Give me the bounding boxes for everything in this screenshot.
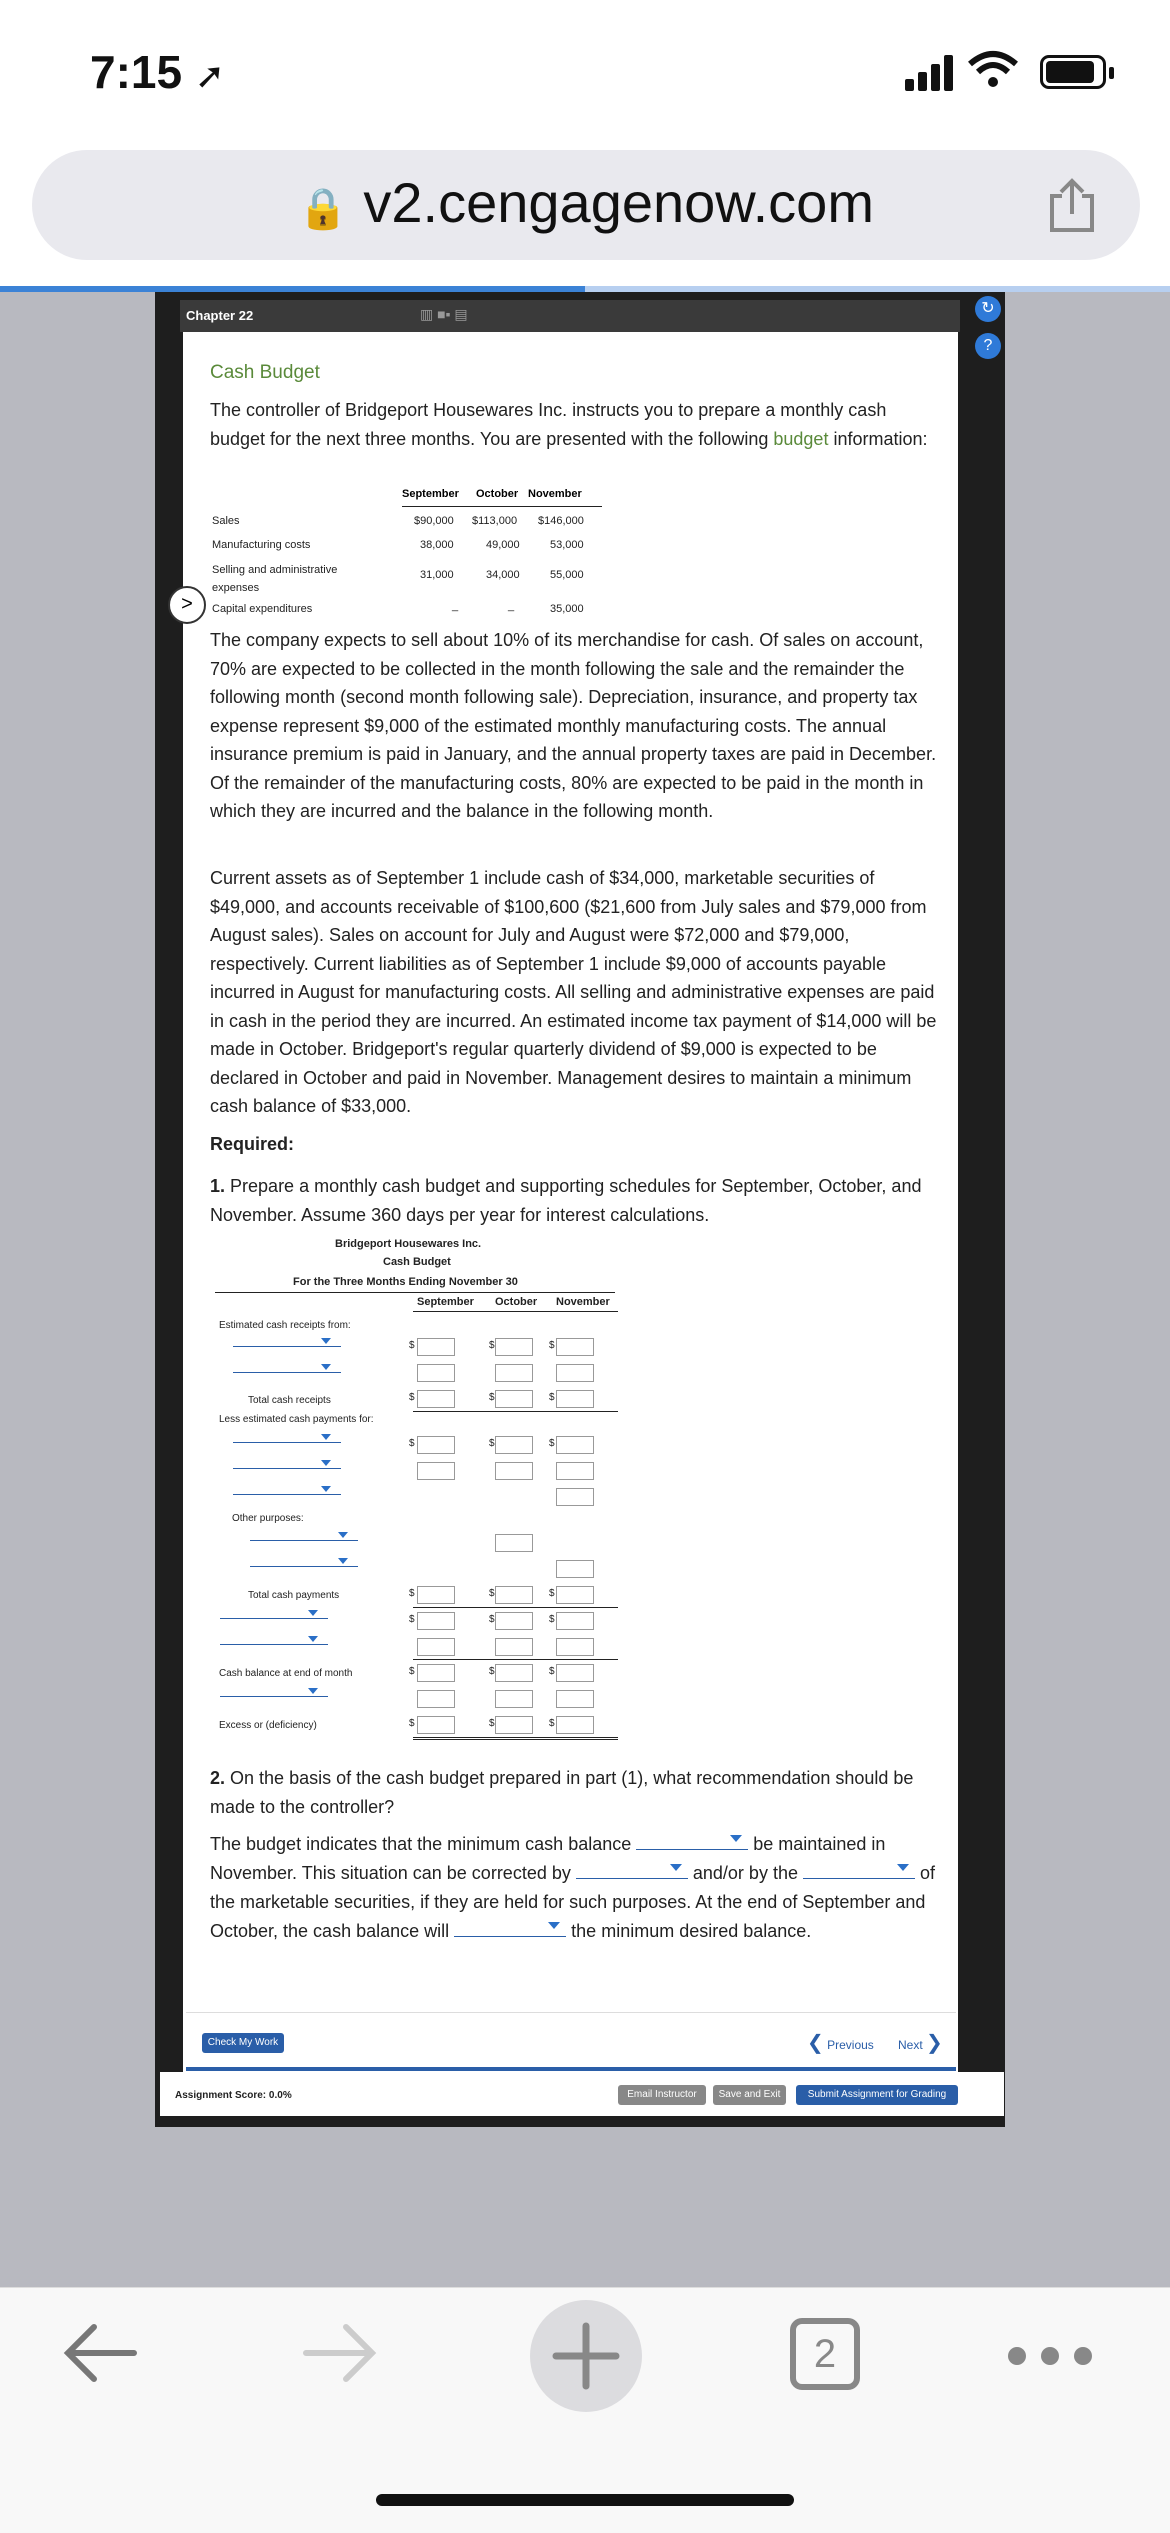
- amount-input[interactable]: [417, 1462, 455, 1480]
- amount-input[interactable]: [495, 1338, 533, 1356]
- amount-input[interactable]: [417, 1638, 455, 1656]
- save-and-exit-button[interactable]: Save and Exit: [713, 2085, 786, 2105]
- plus-icon: [530, 2300, 642, 2412]
- amount-input[interactable]: [417, 1612, 455, 1630]
- intro-text: The controller of Bridgeport Housewares Inc. instructs you to prepare a monthly cash budget for the next three months. You are presented with the following budget information:: [210, 400, 928, 449]
- location-arrow-icon: ➚: [194, 55, 226, 96]
- amount-input[interactable]: [556, 1364, 594, 1382]
- amount-input[interactable]: [556, 1488, 594, 1506]
- previous-button[interactable]: ❮ Previous: [807, 2032, 874, 2054]
- refresh-icon[interactable]: ↻: [975, 296, 1001, 322]
- amount-input[interactable]: [495, 1462, 533, 1480]
- next-button[interactable]: Next ❯: [898, 2032, 943, 2054]
- paragraph-2: Current assets as of September 1 include cash of $34,000, marketable securities of $49,000, and accounts receivable of $100,600 ($21,600 from July sales and $79,000 from August sales). Sales on account for July and August were $72,000 and $79,000, respectively. Current liabilities as of September 1 include $9,000 of accounts payable incurred in August for manufacturing costs. All selling and administrative expenses are paid in cash in the period they are incurred. An estimated income tax payment of $14,000 will be made in October. Bridgeport's regular quarterly dividend of $9,000 is expected to be declared in October and paid in November. Management desires to maintain a minimum cash balance of $33,000.: [210, 868, 937, 1116]
- total-receipts-input[interactable]: [495, 1390, 533, 1408]
- problem-title: Cash Budget: [210, 362, 320, 383]
- required-heading: Required:: [210, 1134, 295, 1154]
- answer-select-3[interactable]: [803, 1860, 915, 1879]
- new-tab-button[interactable]: [530, 2300, 642, 2412]
- back-arrow-icon[interactable]: [60, 2318, 140, 2393]
- amount-input[interactable]: [417, 1436, 455, 1454]
- total-receipts-input[interactable]: [556, 1390, 594, 1408]
- toolbar-icons[interactable]: ▥ ■▪ ▤: [420, 306, 468, 322]
- chevron-right-icon: ❯: [926, 2032, 943, 2054]
- total-payments-input[interactable]: [556, 1586, 594, 1604]
- answer-select-2[interactable]: [576, 1860, 688, 1879]
- address-bar[interactable]: [32, 150, 1140, 260]
- lock-icon: 🔒: [298, 187, 348, 231]
- home-indicator: [376, 2494, 794, 2506]
- excess-input[interactable]: [556, 1716, 594, 1734]
- amount-input[interactable]: [556, 1638, 594, 1656]
- forward-arrow-icon[interactable]: [300, 2318, 380, 2393]
- amount-input[interactable]: [417, 1690, 455, 1708]
- total-payments-input[interactable]: [495, 1586, 533, 1604]
- amount-input[interactable]: [556, 1690, 594, 1708]
- end-balance-input[interactable]: [556, 1664, 594, 1682]
- amount-input[interactable]: [556, 1560, 594, 1578]
- amount-input[interactable]: [417, 1364, 455, 1382]
- question-2: 2. On the basis of the cash budget prepared in part (1), what recommendation should be made to the controller?: [210, 1768, 914, 1817]
- chapter-header: Chapter 22 ▥ ■▪ ▤: [180, 300, 960, 332]
- end-balance-input[interactable]: [417, 1664, 455, 1682]
- check-my-work-button[interactable]: Check My Work: [202, 2033, 284, 2053]
- end-balance-input[interactable]: [495, 1664, 533, 1682]
- more-options-icon[interactable]: [1005, 2338, 1095, 2379]
- excess-input[interactable]: [495, 1716, 533, 1734]
- amount-input[interactable]: [556, 1612, 594, 1630]
- amount-input[interactable]: [495, 1364, 533, 1382]
- submit-assignment-button[interactable]: Submit Assignment for Grading: [796, 2085, 958, 2105]
- excess-input[interactable]: [417, 1716, 455, 1734]
- wifi-icon: [968, 50, 1018, 95]
- total-receipts-input[interactable]: [417, 1390, 455, 1408]
- share-icon[interactable]: [1047, 178, 1097, 239]
- assignment-score: Assignment Score: 0.0%: [175, 2090, 292, 2101]
- tabs-button[interactable]: 2: [790, 2318, 860, 2390]
- amount-input[interactable]: [495, 1612, 533, 1630]
- expand-sidebar-icon[interactable]: >: [168, 586, 206, 624]
- total-payments-input[interactable]: [417, 1586, 455, 1604]
- recommendation-paragraph: The budget indicates that the minimum cash balance be maintained in November. This situation can be corrected by and/or by the of the marketable securities, if they are held for such purposes. At the end of September and October, the cash balance will the minimum desired balance.: [210, 1830, 955, 1946]
- amount-input[interactable]: [495, 1690, 533, 1708]
- question-1: 1. Prepare a monthly cash budget and supporting schedules for September, October, and November. Assume 360 days per year for interest calculations.: [210, 1176, 922, 1225]
- amount-input[interactable]: [556, 1462, 594, 1480]
- cash-budget-form: Bridgeport Housewares Inc. Cash Budget For the Three Months Ending November 30 September October November Estimated cash receipts from: Total cash receipts Less estimated cash payments for: Other purposes: Total cash payments Cash balance at end of month Excess or (deficiency) $ $ $ $ $ $ $ $ $ $ $ $ $ $ $ $ $ $ $ $ $: [215, 1236, 620, 1746]
- amount-input[interactable]: [495, 1638, 533, 1656]
- budget-link[interactable]: budget: [773, 428, 829, 449]
- paragraph-1: The company expects to sell about 10% of its merchandise for cash. Of sales on account, 70% are expected to be collected in the month following the sale and the remainder the following month (second month following sale). Depreciation, insurance, and property tax expense represent $9,000 of the estimated monthly manufacturing costs. The annual insurance premium is paid in January, and the annual property taxes are paid in December. Of the remainder of the manufacturing costs, 80% are expected to be paid in the month in which they are incurred and the balance in the following month.: [210, 630, 937, 821]
- answer-select-1[interactable]: [636, 1831, 748, 1850]
- status-time: 7:15 ➚: [90, 46, 226, 98]
- amount-input[interactable]: [556, 1436, 594, 1454]
- amount-input[interactable]: [417, 1338, 455, 1356]
- amount-input[interactable]: [495, 1534, 533, 1552]
- answer-select-4[interactable]: [454, 1918, 566, 1937]
- email-instructor-button[interactable]: Email Instructor: [618, 2085, 706, 2105]
- battery-icon: [1040, 55, 1106, 89]
- chevron-left-icon: ❮: [807, 2032, 824, 2054]
- amount-input[interactable]: [556, 1338, 594, 1356]
- help-icon[interactable]: ?: [975, 333, 1001, 359]
- amount-input[interactable]: [495, 1436, 533, 1454]
- url-text: v2.cengagenow.com: [363, 171, 874, 234]
